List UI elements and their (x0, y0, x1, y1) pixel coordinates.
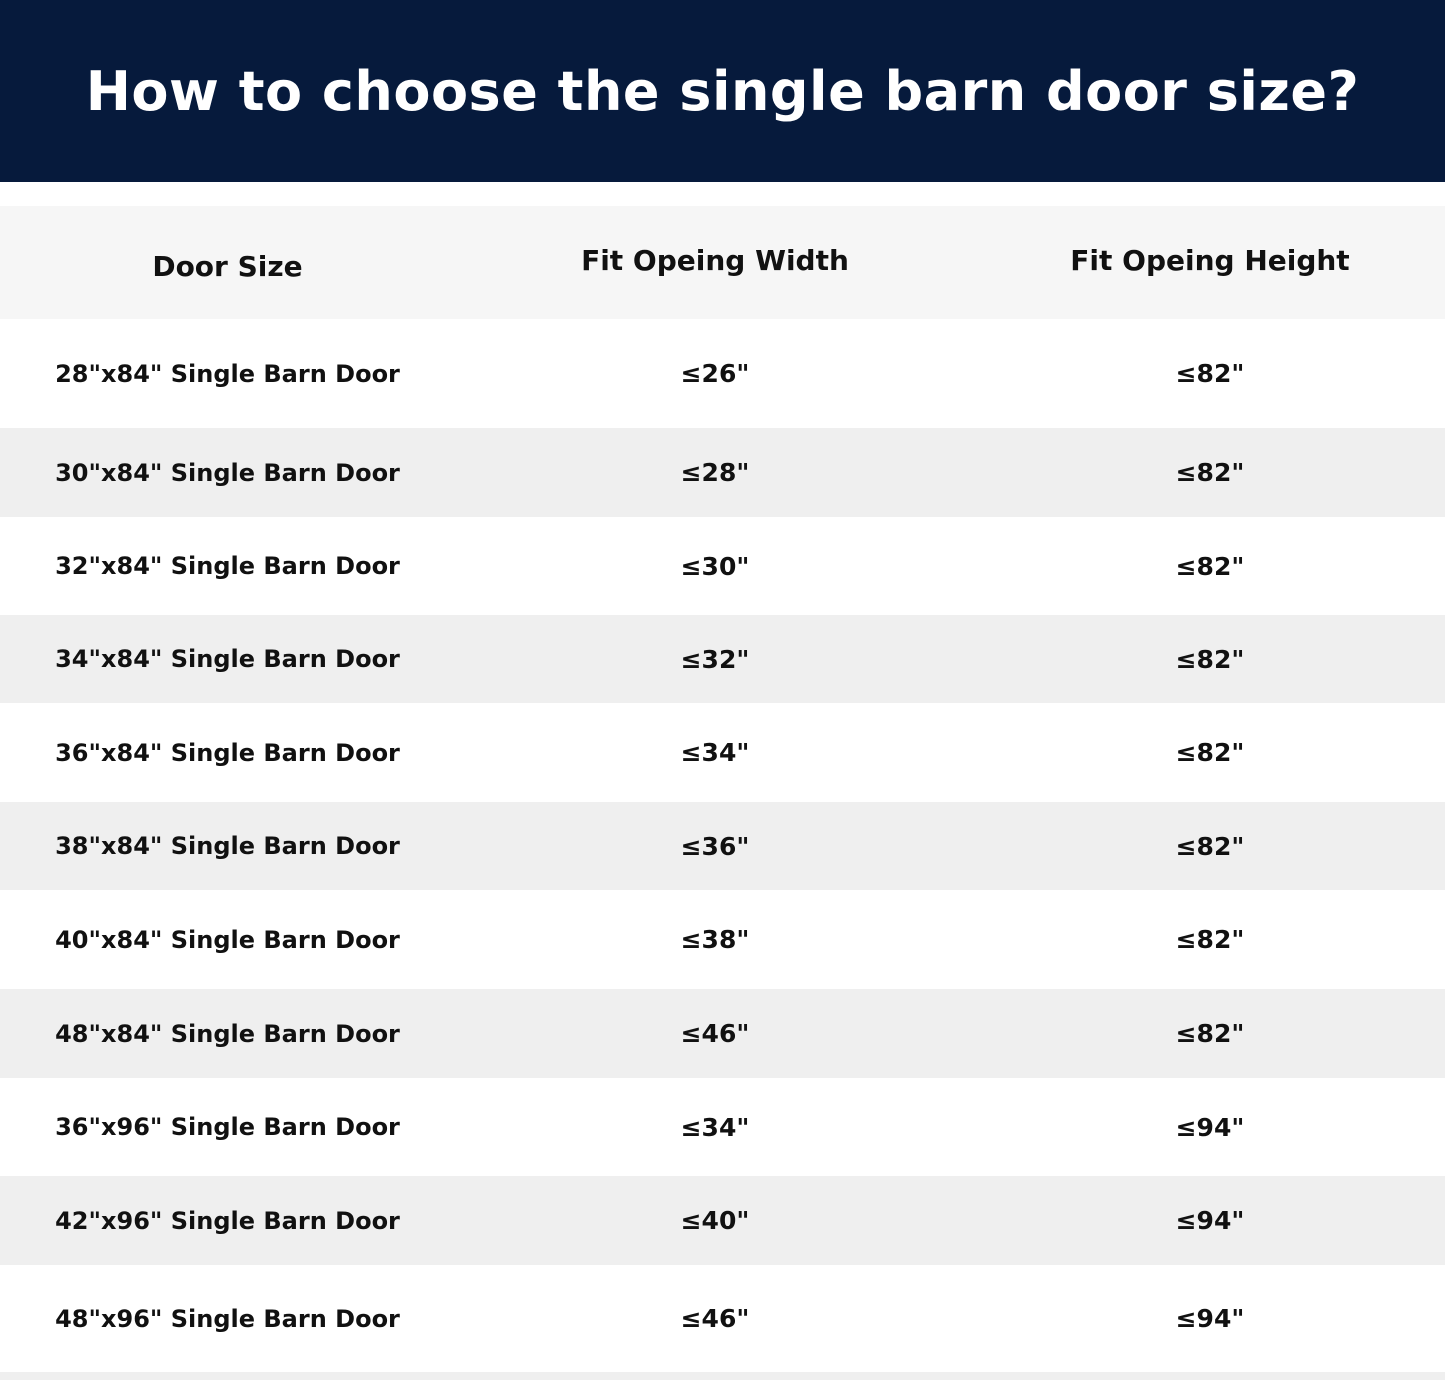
size-table (0, 206, 1445, 1372)
table-row (0, 802, 1445, 890)
cell-door-size: 40"x84" Single Barn Door (55, 925, 400, 954)
cell-door-size: 32"x84" Single Barn Door (55, 552, 400, 580)
cell-fit-height: ≤82" (1175, 359, 1245, 388)
cell-fit-height: ≤82" (1175, 738, 1245, 767)
cell-fit-width: ≤46" (680, 1019, 750, 1048)
table-row (0, 615, 1445, 703)
table-row (0, 989, 1445, 1078)
cell-fit-width: ≤26" (680, 359, 750, 388)
header-fit-height: Fit Opeing Height (1070, 244, 1350, 277)
cell-fit-height: ≤82" (1175, 644, 1245, 674)
cell-door-size: 38"x84" Single Barn Door (55, 832, 400, 860)
table-row (0, 319, 1445, 428)
cell-door-size: 48"x84" Single Barn Door (55, 1019, 400, 1048)
cell-fit-width: ≤46" (680, 1304, 750, 1333)
cell-door-size: 36"x84" Single Barn Door (55, 738, 400, 767)
cell-fit-height: ≤94" (1175, 1206, 1245, 1235)
cell-fit-width: ≤36" (680, 831, 750, 861)
cell-fit-height: ≤82" (1175, 458, 1245, 487)
table-row (0, 703, 1445, 802)
cell-door-size: 42"x96" Single Barn Door (55, 1206, 400, 1235)
header-door-size: Door Size (152, 250, 303, 283)
page-title: How to choose the single barn door size? (85, 59, 1360, 123)
cell-fit-width: ≤30" (680, 551, 750, 581)
cell-fit-width: ≤40" (680, 1206, 750, 1235)
table-row (0, 1265, 1445, 1372)
table-header-row (0, 206, 1445, 319)
cell-door-size: 48"x96" Single Barn Door (55, 1304, 400, 1333)
table-row (0, 517, 1445, 615)
cell-door-size: 28"x84" Single Barn Door (55, 359, 400, 388)
cell-fit-width: ≤34" (680, 738, 750, 767)
cell-fit-width: ≤34" (680, 1112, 750, 1142)
cell-fit-height: ≤94" (1175, 1112, 1245, 1142)
cell-door-size: 36"x96" Single Barn Door (55, 1113, 400, 1141)
cell-door-size: 34"x84" Single Barn Door (55, 645, 400, 673)
table-row (0, 1078, 1445, 1176)
cell-fit-height: ≤82" (1175, 1019, 1245, 1048)
cell-fit-width: ≤28" (680, 458, 750, 487)
table-row (0, 890, 1445, 989)
cell-fit-height: ≤94" (1175, 1304, 1245, 1333)
cell-fit-height: ≤82" (1175, 925, 1245, 954)
cell-fit-height: ≤82" (1175, 831, 1245, 861)
title-banner (0, 0, 1445, 182)
cell-fit-height: ≤82" (1175, 551, 1245, 581)
table-body (0, 319, 1445, 1372)
cell-door-size: 30"x84" Single Barn Door (55, 458, 400, 487)
table-bottom-strip (0, 1372, 1445, 1380)
header-fit-width: Fit Opeing Width (581, 244, 849, 277)
table-row (0, 428, 1445, 517)
table-row (0, 1176, 1445, 1265)
cell-fit-width: ≤32" (680, 644, 750, 674)
cell-fit-width: ≤38" (680, 925, 750, 954)
